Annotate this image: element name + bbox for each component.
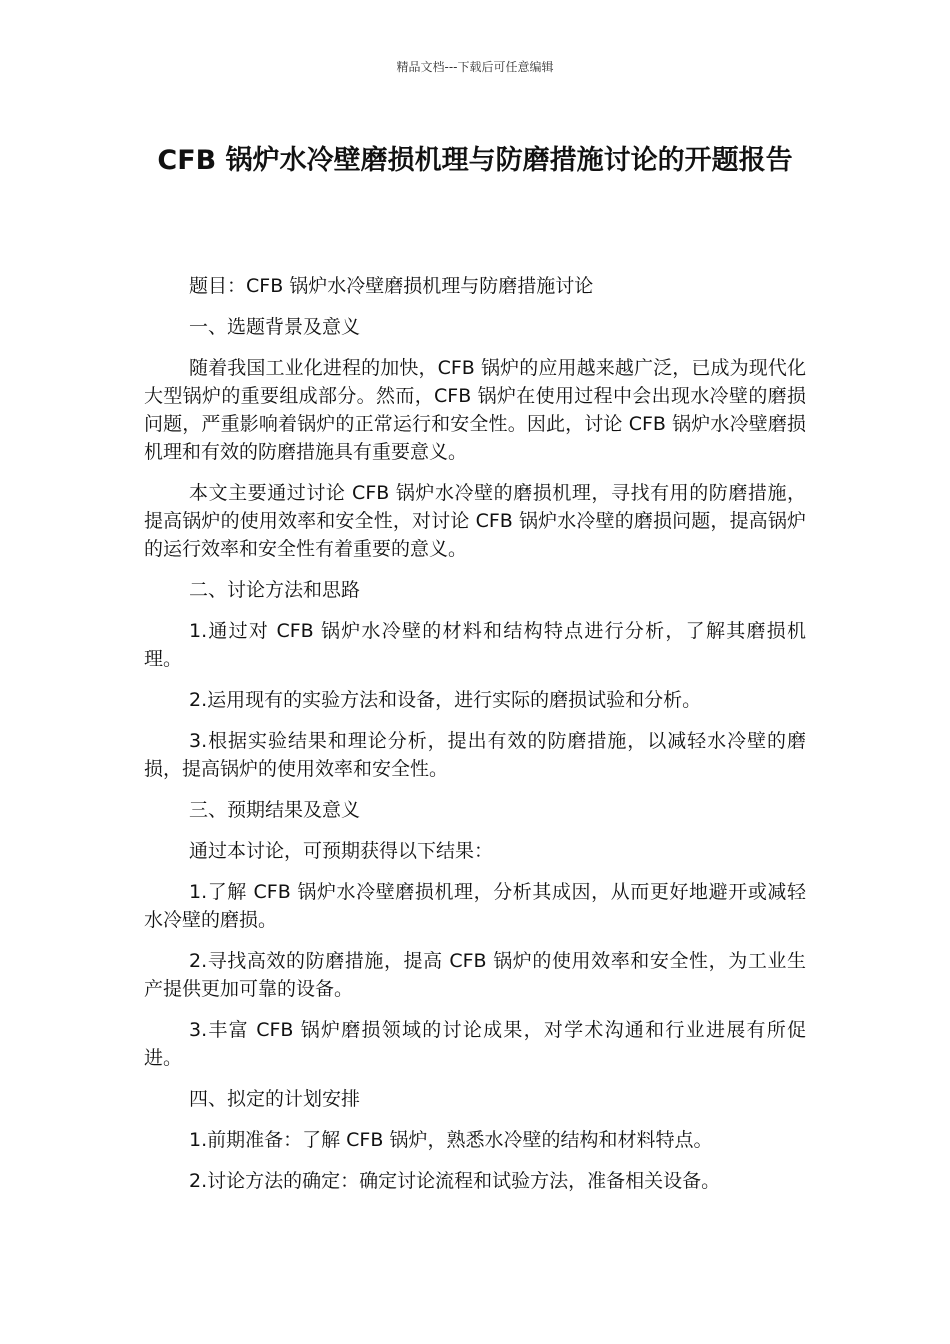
list-item: 2.运用现有的实验方法和设备，进行实际的磨损试验和分析。 (189, 689, 702, 711)
list-item: 2.寻找高效的防磨措施，提高 CFB 锅炉的使用效率和安全性，为工业生产提供更加可靠的设备。 (144, 950, 806, 1000)
list-item: 3.丰富 CFB 锅炉磨损领域的讨论成果，对学术沟通和行业进展有所促进。 (144, 1019, 806, 1069)
list-item: 1.通过对 CFB 锅炉水冷壁的材料和结构特点进行分析，了解其磨损机理。 (144, 620, 806, 670)
paragraph: 随着我国工业化进程的加快，CFB 锅炉的应用越来越广泛，已成为现代化大型锅炉的重要组成部分。然而，CFB 锅炉在使用过程中会出现水冷壁的磨损问题，严重影响着锅炉的正常运行和安全性。因此，讨论 CFB 锅炉水冷壁磨损机理和有效的防磨措施具有重要意义。 (144, 357, 806, 463)
document-body (144, 272, 806, 1208)
section-heading-plan: 四、拟定的计划安排 (189, 1088, 361, 1110)
section-heading-results: 三、预期结果及意义 (189, 799, 361, 821)
section-heading-background: 一、选题背景及意义 (189, 316, 361, 338)
list-item: 2.讨论方法的确定：确定讨论流程和试验方法，准备相关设备。 (189, 1170, 721, 1192)
paragraph: 通过本讨论，可预期获得以下结果： (189, 840, 494, 862)
section-heading-methods: 二、讨论方法和思路 (189, 579, 361, 601)
paragraph: 本文主要通过讨论 CFB 锅炉水冷壁的磨损机理，寻找有用的防磨措施，提高锅炉的使用效率和安全性，对讨论 CFB 锅炉水冷壁的磨损问题，提高锅炉的运行效率和安全性有着重要的意义。 (144, 482, 806, 560)
list-item: 3.根据实验结果和理论分析，提出有效的防磨措施，以减轻水冷壁的磨损，提高锅炉的使用效率和安全性。 (144, 730, 806, 780)
header-note: 精品文档---下载后可任意编辑 (396, 60, 554, 74)
list-item: 1.了解 CFB 锅炉水冷壁磨损机理，分析其成因，从而更好地避开或减轻水冷壁的磨损。 (144, 881, 806, 931)
paragraph-topic: 题目：CFB 锅炉水冷壁磨损机理与防磨措施讨论 (189, 275, 594, 297)
document-title: CFB 锅炉水冷壁磨损机理与防磨措施讨论的开题报告 (157, 145, 793, 176)
list-item: 1.前期准备：了解 CFB 锅炉，熟悉水冷壁的结构和材料特点。 (189, 1129, 713, 1151)
